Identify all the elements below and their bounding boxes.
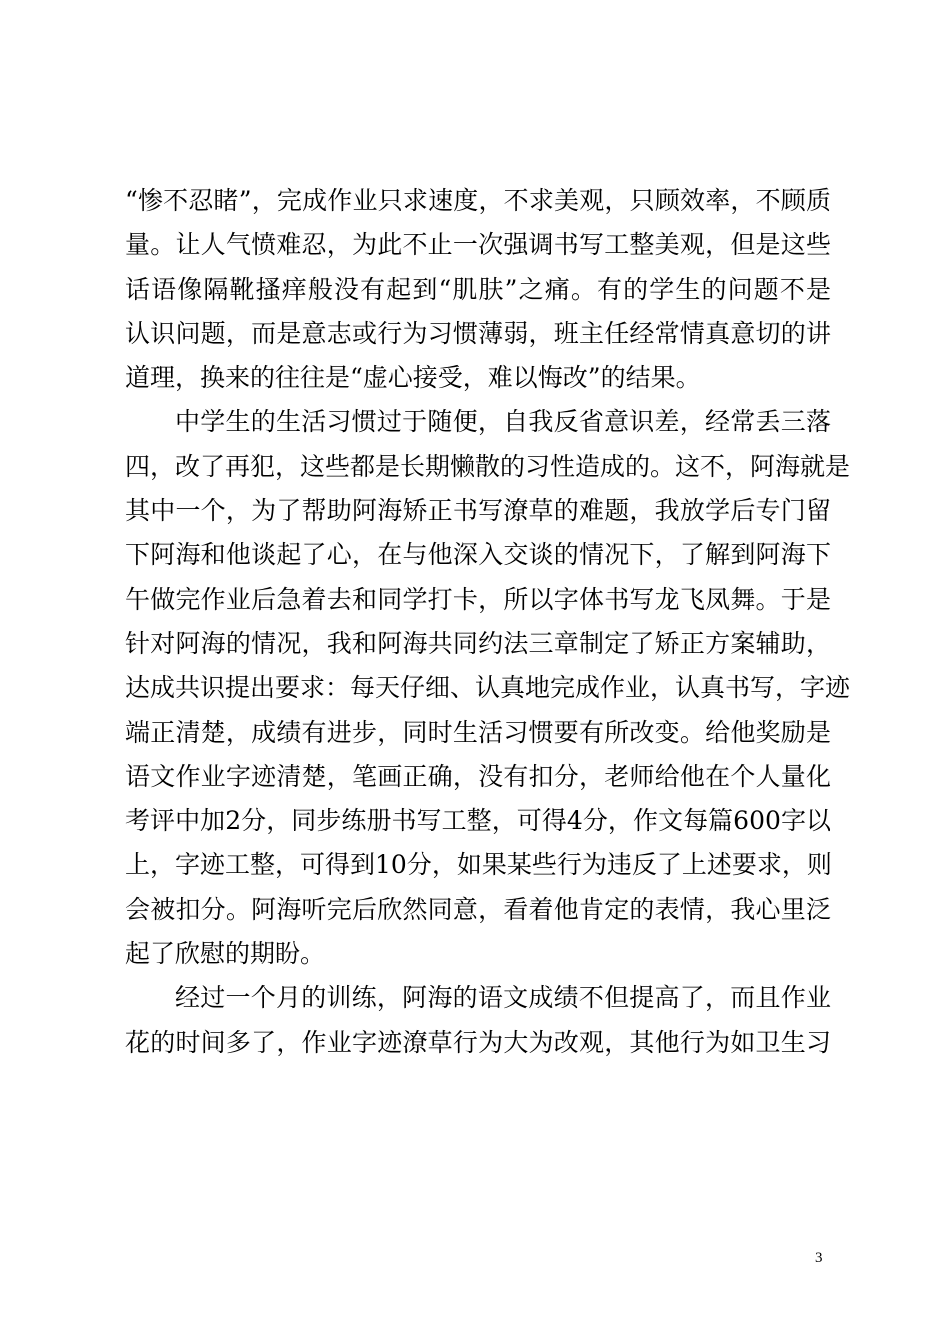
paragraph-line: 话语像隔靴搔痒般没有起到“肌肤”之痛。有的学生的问题不是 <box>125 274 831 304</box>
paragraph-line: 起了欣慰的期盼。 <box>125 939 326 969</box>
paragraph-line: 考评中加2分，同步练册书写工整，可得4分，作文每篇600字以 <box>125 806 831 836</box>
paragraph-line: 上，字迹工整，可得到10分，如果某些行为违反了上述要求，则 <box>125 850 832 880</box>
paragraph-line: 中学生的生活习惯过于随便，自我反省意识差，经常丢三落 <box>175 407 831 437</box>
paragraph-line: 认识问题，而是意志或行为习惯薄弱，班主任经常情真意切的讲 <box>125 318 831 348</box>
paragraph-line: 其中一个，为了帮助阿海矫正书写潦草的难题，我放学后专门留 <box>125 496 831 526</box>
paragraph-2 <box>125 400 851 976</box>
paragraph-line: “惨不忍睹”，完成作业只求速度，不求美观，只顾效率，不顾质 <box>125 186 831 215</box>
paragraph-3 <box>125 976 831 1065</box>
paragraph-line: 端正清楚，成绩有进步，同时生活习惯要有所改变。给他奖励是 <box>125 717 831 747</box>
document-body <box>125 179 851 1065</box>
page-number: 3 <box>815 1250 823 1266</box>
paragraph-1 <box>125 179 831 400</box>
paragraph-line: 针对阿海的情况，我和阿海共同约法三章制定了矫正方案辅助， <box>125 628 831 658</box>
paragraph-line: 下阿海和他谈起了心，在与他深入交谈的情况下，了解到阿海下 <box>125 540 831 570</box>
paragraph-line: 午做完作业后急着去和同学打卡，所以字体书写龙飞凤舞。于是 <box>125 584 831 614</box>
paragraph-line: 花的时间多了，作业字迹潦草行为大为改观，其他行为如卫生习 <box>125 1027 831 1057</box>
paragraph-line: 四，改了再犯，这些都是长期懒散的习性造成的。这不，阿海就是 <box>125 451 851 481</box>
paragraph-line: 达成共识提出要求：每天仔细、认真地完成作业，认真书写，字迹 <box>125 673 851 703</box>
paragraph-line: 道理，换来的往往是“虚心接受，难以悔改”的结果。 <box>125 363 701 393</box>
paragraph-line: 会被扣分。阿海听完后欣然同意，看着他肯定的表情，我心里泛 <box>125 894 831 924</box>
paragraph-line: 语文作业字迹清楚，笔画正确，没有扣分，老师给他在个人量化 <box>125 761 831 791</box>
paragraph-line: 经过一个月的训练，阿海的语文成绩不但提高了，而且作业 <box>175 983 831 1013</box>
paragraph-line: 量。让人气愤难忍，为此不止一次强调书写工整美观，但是这些 <box>125 230 831 260</box>
